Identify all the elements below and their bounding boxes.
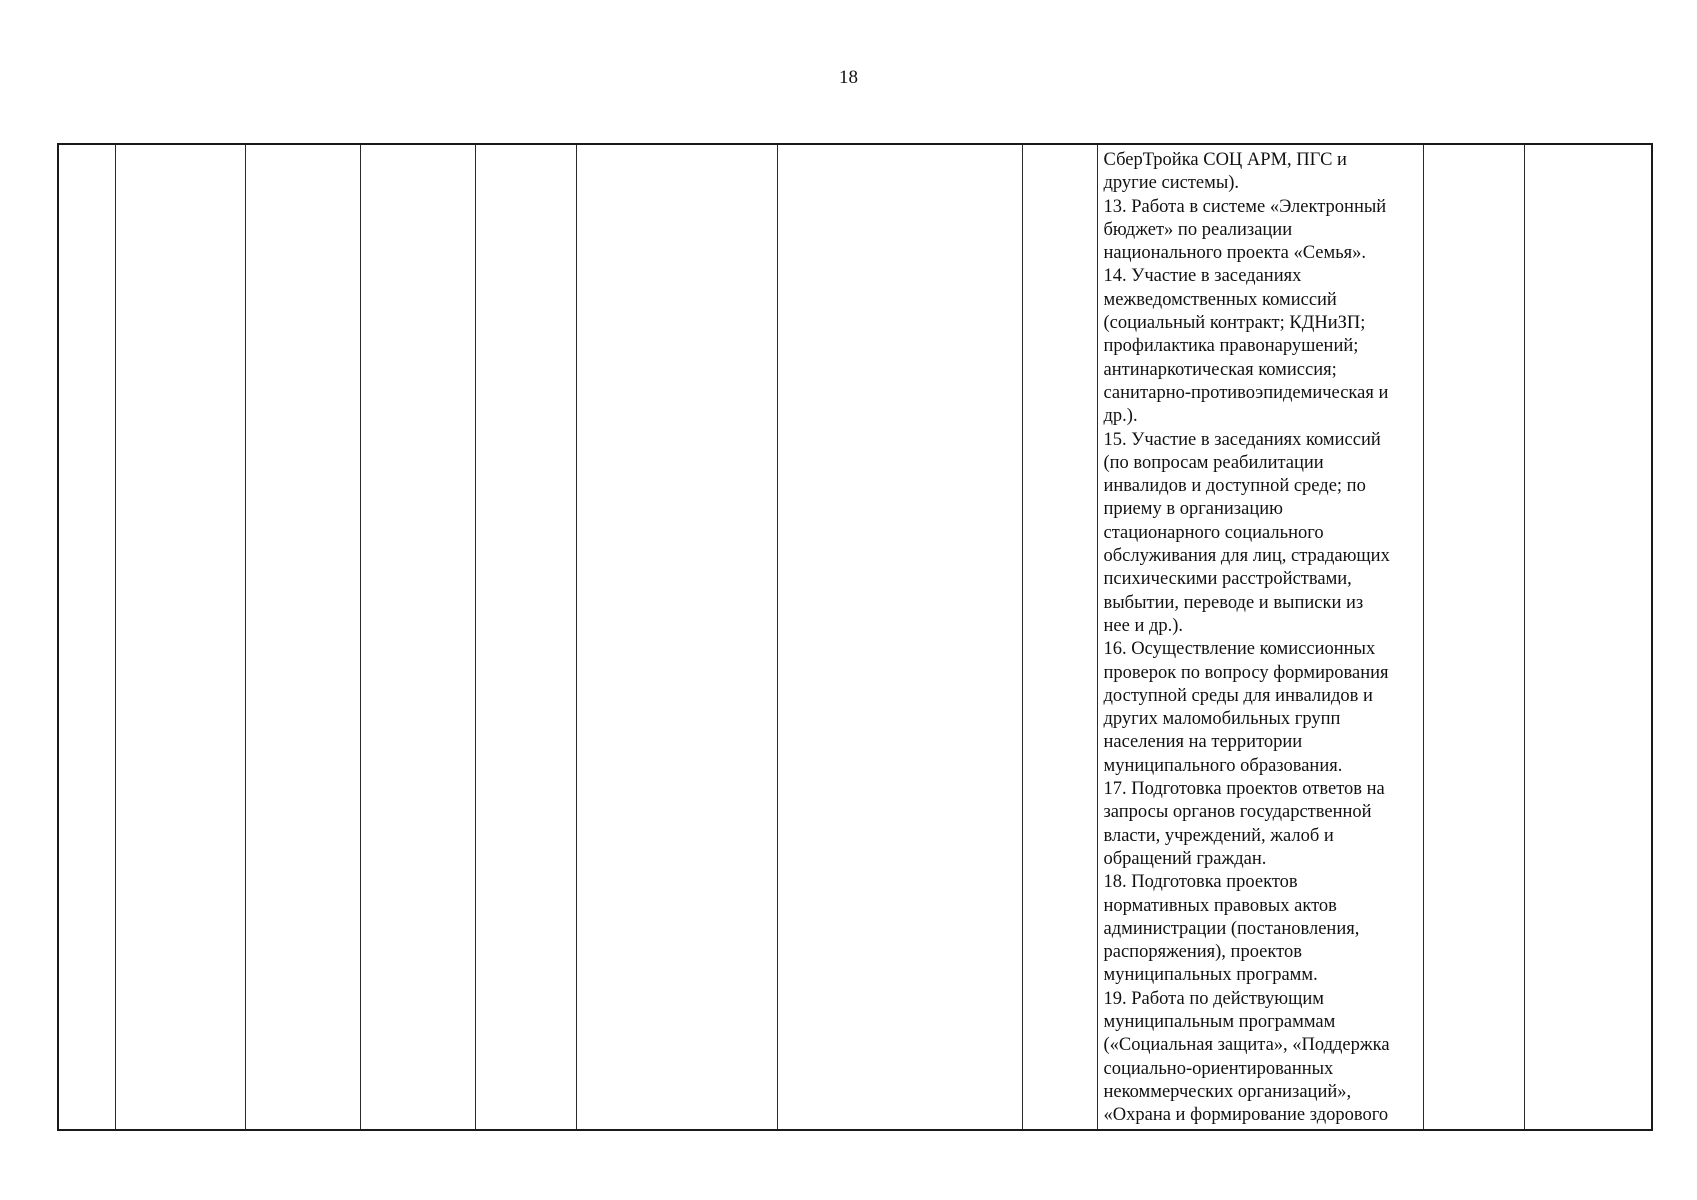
table-cell-col-5 (475, 144, 576, 1130)
text-line: (социальный контракт; КДНиЗП; (1103, 313, 1366, 334)
table-row (58, 144, 1652, 1130)
text-line: национального проекта «Семья». (1103, 243, 1367, 264)
text-line: антинаркотическая комиссия; (1103, 359, 1337, 380)
text-line: муниципальным программам (1103, 1011, 1336, 1032)
text-line: некоммерческих организаций», (1103, 1081, 1352, 1102)
text-line: запросы органов государственной (1103, 802, 1372, 823)
table-cell-col-11 (1524, 144, 1652, 1130)
text-line: стационарного социального (1103, 522, 1324, 543)
text-line: санитарно-противоэпидемическая и (1103, 382, 1389, 403)
text-line: населения на территории (1103, 732, 1303, 753)
text-line: межведомственных комиссий (1103, 289, 1337, 310)
duties-table (57, 143, 1653, 1131)
text-line: проверок по вопросу формирования (1103, 662, 1389, 683)
text-line: 17. Подготовка проектов ответов на (1103, 779, 1385, 800)
text-line: др.). (1103, 406, 1138, 427)
text-line: профилактика правонарушений; (1103, 336, 1359, 357)
text-line: социально-ориентированных (1103, 1058, 1334, 1079)
table-cell-col-10 (1423, 144, 1524, 1130)
table-cell-col-3 (245, 144, 360, 1130)
text-line: администрации (постановления, (1103, 918, 1360, 939)
text-line: приему в организацию (1103, 499, 1283, 520)
text-line: доступной среды для инвалидов и (1103, 685, 1373, 706)
table-cell-col-7 (777, 144, 1022, 1130)
text-line: 19. Работа по действующим (1103, 988, 1324, 1009)
text-line: 15. Участие в заседаниях комиссий (1103, 429, 1381, 450)
text-line: инвалидов и доступной среде; по (1103, 476, 1366, 497)
table-cell-col-1 (58, 144, 115, 1130)
table-cell-col-2 (115, 144, 245, 1130)
text-line: («Социальная защита», «Поддержка (1103, 1035, 1390, 1056)
text-line: нормативных правовых актов (1103, 895, 1337, 916)
text-line: (по вопросам реабилитации (1103, 452, 1324, 473)
text-line: власти, учреждений, жалоб и (1103, 825, 1334, 846)
text-line: психическими расстройствами, (1103, 569, 1352, 590)
text-line: муниципальных программ. (1103, 965, 1318, 986)
table-cell-col-8 (1022, 144, 1097, 1130)
text-line: 16. Осуществление комиссионных (1103, 639, 1376, 660)
text-line: 14. Участие в заседаниях (1103, 266, 1302, 287)
text-line: бюджет» по реализации (1103, 219, 1293, 240)
text-line: обслуживания для лиц, страдающих (1103, 546, 1390, 567)
text-line: 18. Подготовка проектов (1103, 872, 1298, 893)
duties-text (1104, 149, 1417, 1127)
text-line: других маломобильных групп (1103, 709, 1341, 730)
text-line: выбытии, переводе и выписки из (1103, 592, 1364, 613)
text-line: 13. Работа в системе «Электронный (1103, 196, 1387, 217)
table-cell-col-6 (576, 144, 777, 1130)
text-line: другие системы). (1103, 173, 1240, 194)
text-line: нее и др.). (1103, 615, 1184, 636)
page-number: 18 (839, 67, 858, 88)
text-line: распоряжения), проектов (1103, 942, 1302, 963)
text-line: СберТройка СОЦ АРМ, ПГС и (1103, 150, 1347, 170)
duties-text-cell (1097, 144, 1423, 1130)
text-line: обращений граждан. (1103, 848, 1267, 869)
text-line: муниципального образования. (1103, 755, 1343, 776)
table-cell-col-4 (360, 144, 475, 1130)
text-line: «Охрана и формирование здорового (1103, 1105, 1389, 1126)
